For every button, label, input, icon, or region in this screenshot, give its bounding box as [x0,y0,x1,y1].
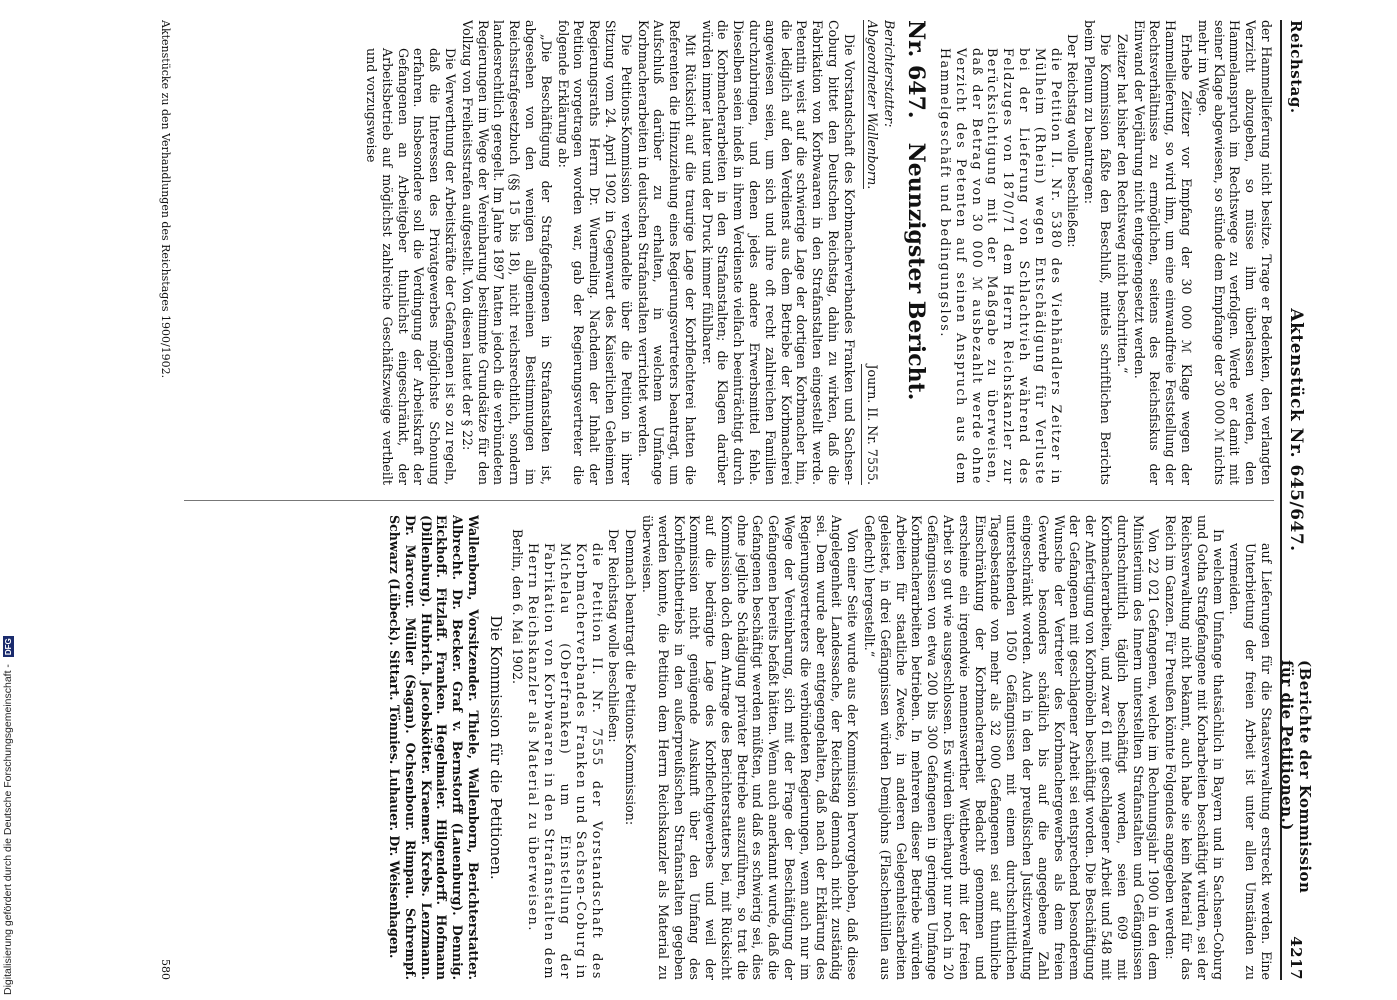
header-center: Aktenstück Nr. 645/647. [1286,308,1306,552]
paragraph: Die Kommission faßte den Beschluß, mittels schriftlichen Berichts beim Plenum zu beantragen: [1082,20,1114,485]
paragraph: Die Vorstandschaft des Korbmacherverbandes Franken und Sachsen-Coburg bittet den Deutschen Reichstag, dahin zu wirken, daß die Fabrikation von Korbwaaren in den Strafanstalten eingestellt werde. Petentin weist auf die schwierige Lage der dortigen Korbmacher hin, die lediglich auf den Verdienst aus dem Betriebe der Korbmacherei angewiesen seien, um sich und ihre oft recht zahlreichen Familien durchzubringen, und denen jedes andere Erwerbsmittel fehle. Dieselben seien indeß in ihrem Verdienste vielfach beeinträchtigt durch die Korbmacherarbeiten in den Strafanstalten; die Klagen darüber würden immer lauter und der Druck immer fühlbarer. [699,20,857,485]
journal-ref: Journ. II. Nr. 7555. [861,364,880,485]
paragraph: Erhebe Zeitzer vor Empfang der 30 000 ℳ Klage wegen der Hammellieferung, so wird ihm, um eine einwandfreie Feststellung der Rechtsverhältnisse zu ermöglichen, seitens des Reichsfiskus der Einwand der Verjährung nicht entgegengesetzt werden. [1131,20,1195,485]
dfg-logo: DFG [4,638,13,656]
page-content [80,20,1314,980]
credit-text: Digitalisierung gefördert durch die Deutsche Forschungsgemeinschaft - [2,664,14,995]
report-heading: Neunzigster Bericht. [903,142,930,401]
page-number: 4217 [1287,936,1305,980]
report-number: Nr. 647. [903,20,930,119]
paragraph: der Hammellieferung nicht besitze. Trage er Bedenken, den verlangten Verzicht abzugeben, so müsse ihm überlassen werden, den Hammelanspruch im Rechtswege zu verfolgen. Werde er damit mit seiner Klage abgewiesen, so stünde dem Empfange der 30 000 ℳ nichts mehr im Wege. [1195,20,1274,485]
reporter-row [861,20,880,485]
reporter-name: Abgeordneter Wallenborn. [864,20,880,190]
paragraph: „Die Beschäftigung der Strafgefangenen in Strafanstalten ist, abgesehen von den wenigen allgemeinen Bestimmungen im Reichsstrafgesetzbuch (§§ 15 bis 18), nicht reichsrechtlich, sondern landesrechtlich geregelt. Im Jahre 1897 hatten jedoch die verbündeten Regierungen im Wege der Vereinbarung bestimmte Grundsätze für den Vollzug von Freiheitsstrafen aufgestellt. Von diesen lautet der § 22: [459,20,554,485]
paragraph: Mit Rücksicht auf die traurige Lage der Korbflechterei hatten die Referenten die Hinzuziehung eines Regierungsvertreters beantragt, um Aufschluß darüber zu erhalten, in welchem Umfange Korbmacherarbeiten in deutschen Strafanstalten verrichtet werden. [635,20,698,485]
paragraph: auf Lieferungen für die Staatsverwaltung erstreckt werden. Eine Unterbietung der freien Arbeit ist unter allen Umständen zu vermeiden. [1227,543,1274,980]
left-column [184,20,1274,485]
paragraph: Der Reichstag wolle beschließen: [1065,34,1081,248]
report-title [903,20,930,485]
signatures: Wallenborn, Vorsitzender. Thiele, Wallenborn, Berichterstatter. Albrecht. Dr. Becker. Graf v. Bernstorff (Lauenburg). Dennig. Eickhoff. Fitzlaff. Franken. Hegelmaier. Hilgendorff. Hofmann (Dillenburg). Hubrich. Jacobskötter. Kraemer. Krebs. Lenzmann. Dr. Marcour. Müller (Sagan). Ochsenbour. Rimpau. Schrempf. Schwarz (Lübeck). Sittart. Tönnies. Luhauer. Dr. Weisenhagen. [386,515,481,980]
resolution: die Petition II. Nr. 7555 der Vorstandschaft des Korbmacherverbandes Franken und Sachsen-Coburg in Michelau (Oberfranken) um Einstellung der Fabrikation von Korbwaaren in den Strafanstalten dem Herrn Reichskanzler als Material zu überweisen. [526,543,605,980]
page-footer [159,20,172,980]
paragraph: Von 22 021 Gefangenen, welche im Rechnungsjahr 1900 in den dem Ministerium des Innern unterstellten Strafanstalten und Gefängnissen durchschnittlich täglich beschäftigt worden, seien 609 mit Korbmacherarbeiten, und zwar 61 mit geschlagener Arbeit und 548 mit der Anfertigung von Korbmöbeln beschäftigt worden. Die Beschäftigung der Gefangenen mit geschlagener Arbeit sei entsprechend besonderem Wunsche der Vertreter des Korbmachergewerbes als dem freien Gewerbe besonders schädlich bis auf die angegebene Zahl eingeschränkt worden. Auch in den der preußischen Justizverwaltung unterstehenden 1050 Gefängnissen mit einem durchschnittlichen Tagesbestande von mehr als 32 000 Gefangenen sei auf thunliche Einschränkung der Korbmacherarbeit Bedacht genommen und erscheine ein irgendwie nennenswerther Wettbewerb mit der freien Arbeit so gut wie ausgeschlossen. Es würden überhaupt nur noch in 20 Gefängnissen von etwa 200 bis 300 Gefangenen in geringem Umfange Korbmacherarbeiten betrieben. In mehreren dieser Betriebe würden Arbeiten für staatliche Zwecke, in anderen Gelegenheitsarbeiten geleistet, in drei Gefängnissen würden Demijohns (Flaschenhüllen aus Geflecht) hergestellt.“ [862,515,1162,980]
footer-left: Aktenstücke zu den Verhandlungen des Reichstages 1900/1902. [159,20,172,379]
resolution: die Petition II. Nr. 5380 des Viehhändlers Zeitzer in Mülheim (Rhein) wegen Entschädigung für Verluste bei der Lieferung von Schlachtvieh während des Feldzuges von 1870/71 dem Herrn Reichskanzler zur Berücksichtigung mit der Maßgabe zu überweisen, daß der Betrag von 30 000 ℳ ausbezahlt werde ohne Verzicht des Petenten auf seinen Anspruch aus dem Hammelgeschäft und bedingungslos. [938,48,1064,485]
reporter-label: Berichterstatter: [882,20,898,128]
footer-page-code: 580 [159,959,172,980]
header-right: (Berichte der Kommission für die Petitionen.) [1278,660,1314,894]
running-header [1278,20,1314,980]
paragraph: In welchem Umfange thatsächlich in Bayern und in Sachsen-Coburg und Gotha Strafgefangene mit Korbarbeiten beschäftigt würden, sei der Reichsverwaltung nicht bekannt, auch habe sie kein Material für das Reich im Ganzen. Für Preußen könnte Folgendes angegeben werden: [1163,515,1226,980]
quoted-rule: Die Verwerthung der Arbeitskräfte der Gefangenen ist so zu regeln, daß die Interessen des Privatgewerbes möglichste Schonung erfahren. Insbesondere soll die Verdingung der Arbeitskraft der Gefangenen an Arbeitgeber thunlichst eingeschränkt, der Arbeitsbetrieb auf möglichst zahlreiche Geschäftszweige vertheilt und vorzugsweise [363,48,458,485]
place-date: Berlin, den 6. Mai 1902. [509,529,525,685]
commission-title: Die Kommission für die Petitionen. [486,615,505,880]
paragraph: Die Petitions-Kommission verhandelte über die Petition in ihrer Sitzung vom 24. April 1902 in Gegenwart des Kaiserlichen Geheimen Regierungsraths Herrn Dr. Wuermeling. Nachdem der Inhalt der Petition vorgetragen worden war, gab der Regierungsvertreter die folgende Erklärung ab: [555,20,634,485]
column-divider [184,500,1274,501]
paragraph: Zeitzer hat bisher den Rechtsweg nicht beschritten.“ [1114,34,1130,374]
paragraph: Der Reichstag wolle beschließen: [606,529,622,743]
paragraph: Von einer Seite wurde aus der Kommission hervorgehoben, daß diese Angelegenheit Landessache, der Reichstag demnach nicht zuständig sei. Dem wurde aber entgegengehalten, daß nach der Erklärung des Regierungsvertreters die verbündeten Regierungen, wenn auch nur im Wege der Vereinbarung, sich mit der Frage der Beschäftigung der Gefangenen bereits befaßt hätten. Wenn auch anerkannt wurde, daß die Gefangenen beschäftigt werden müßten, und daß es schwierig sei, dies ohne jegliche Schädigung privater Betriebe auszuführen, so trat die Kommission doch dem Antrage des Berichterstatters bei, mit Rücksicht auf die bedrängte Lage des Korbflechtgewerbes und weil der Kommission nicht genügende Auskunft über den Umfang des Korbflechtbetriebs in den außerpreußischen Strafanstalten gegeben werden konnte, die Petition dem Herrn Reichskanzler als Material zu überweisen. [639,515,861,980]
paragraph: Demnach beantragt die Petitions-Kommission: [623,529,639,826]
right-column [184,515,1274,980]
header-left: Reichstag. [1287,20,1305,114]
